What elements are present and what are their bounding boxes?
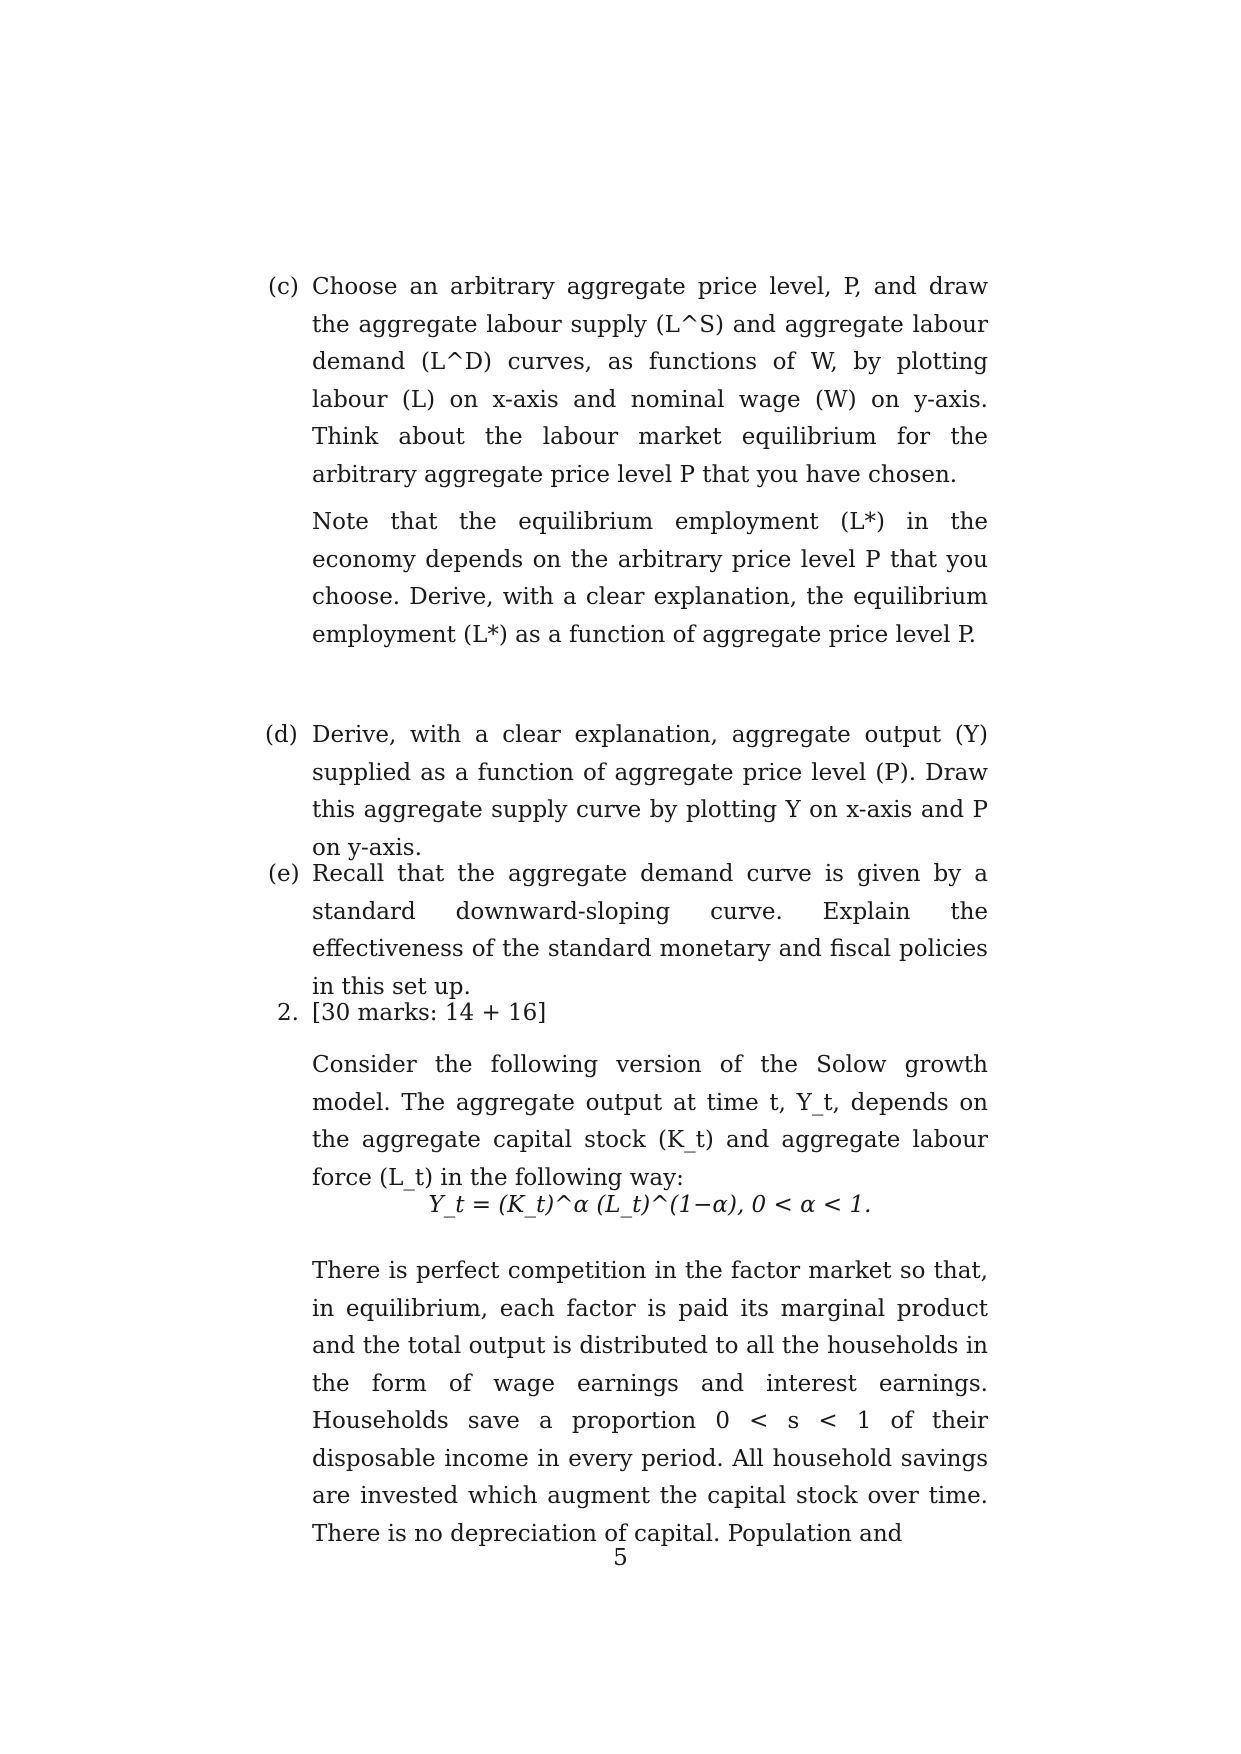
question-2-marks: [30 marks: 14 + 16] (312, 1000, 547, 1026)
item-c (312, 269, 988, 654)
page-number: 5 (613, 1545, 628, 1571)
item-d-paragraph-1: Derive, with a clear explanation, aggregate output (Y) supplied as a function of aggregate price level (P). Draw this aggregate supply curve by plotting Y on x-axis and P on y-axis. (312, 722, 988, 861)
item-label-c: (c) (268, 274, 299, 300)
item-label-e: (e) (268, 861, 300, 887)
question-2-intro-text: Consider the following version of the Solow growth model. The aggregate output at time t, Y_t, depends on the aggregate capital stock (K_t) and aggregate labour force (L_t) in the following way: (312, 1052, 988, 1191)
question-2-label: 2. (277, 1000, 299, 1026)
item-label-d: (d) (265, 722, 298, 748)
question-2-body-text: There is perfect competition in the factor market so that, in equilibrium, each factor is paid its marginal product and the total output is distributed to all the households in the form of wage earnings and interest earnings. Households save a proportion 0 < s < 1 of their disposable income in every period. All household savings are invested which augment the capital stock over time. There is no depreciation of capital. Population and (312, 1258, 988, 1547)
item-c-paragraph-2: Note that the equilibrium employment (L*) in the economy depends on the arbitrary price level P that you choose. Derive, with a clear explanation, the equilibrium employment (L*) as a function of aggregate price level P. (312, 509, 988, 648)
production-function-equation: Y_t = (K_t)^α (L_t)^(1−α), 0 < α < 1. (428, 1192, 872, 1218)
item-d (312, 717, 988, 867)
item-c-paragraph-1: Choose an arbitrary aggregate price level, P, and draw the aggregate labour supply (L^S) and aggregate labour demand (L^D) curves, as functions of W, by plotting labour (L) on x-axis and nominal wage (W) on y-axis. Think about the labour market equilibrium for the arbitrary aggregate price level P that you have chosen. (312, 274, 988, 488)
item-e-paragraph-1: Recall that the aggregate demand curve is given by a standard downward-sloping curve. Explain the effectiveness of the standard monetary and fiscal policies in this set up. (312, 861, 988, 1000)
question-2-intro (312, 1047, 988, 1197)
question-2-body (312, 1253, 988, 1553)
item-e (312, 856, 988, 1006)
